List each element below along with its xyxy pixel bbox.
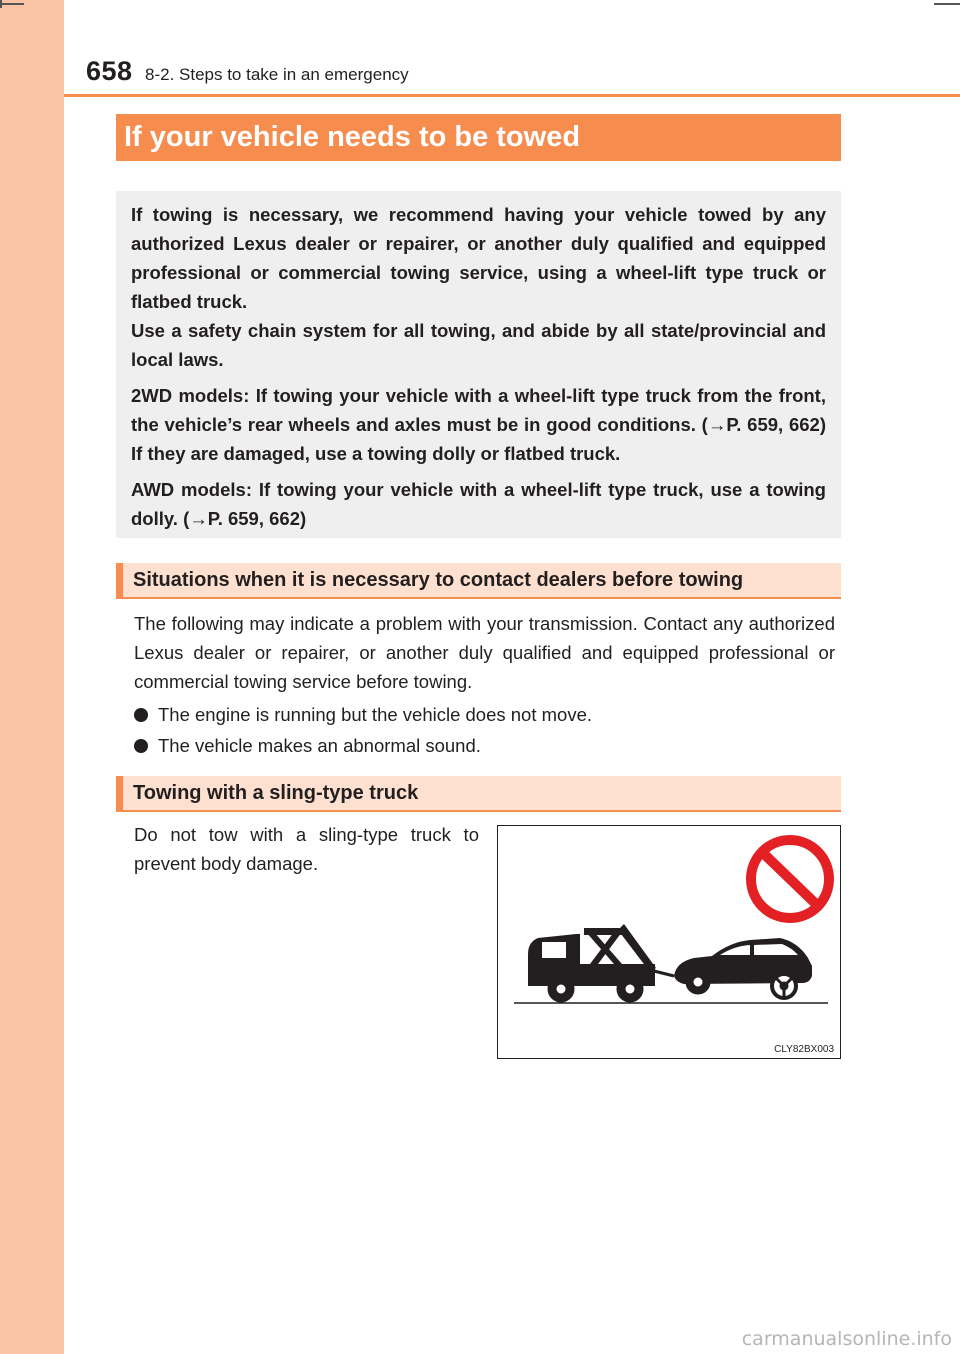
situations-heading: Situations when it is necessary to contact dealers before towing (116, 563, 841, 599)
sling-truck-figure (497, 825, 841, 1059)
list-item (134, 700, 592, 729)
page-title: If your vehicle needs to be towed (116, 114, 841, 161)
situations-text: The following may indicate a problem with your transmission. Contact any authorized Lexus dealer or repairer, or another duly qualified and equipped professional or commercial towing service before towing. (134, 613, 835, 692)
towed-car (674, 938, 812, 998)
sling-truck-illustration (498, 826, 839, 1057)
bullet-icon (134, 739, 148, 753)
list-item (134, 731, 481, 760)
intro-paragraph: AWD models: If towing your vehicle with a wheel-lift type truck, use a towing dolly. (→P. 659, 662) (131, 479, 826, 529)
intro-box (116, 191, 841, 538)
header-rule (64, 94, 960, 97)
crop-mark-top-right (934, 3, 960, 5)
list-item-text: The vehicle makes an abnormal sound. (158, 735, 481, 756)
list-item-text: The engine is running but the vehicle does not move. (158, 704, 593, 725)
figure-code: CLY82BX003 (774, 1044, 834, 1055)
tow-truck (528, 924, 674, 1002)
watermark: carmanualsonline.info (741, 1328, 952, 1350)
bullet-icon (134, 708, 148, 722)
intro-paragraph: Use a safety chain system for all towing, and abide by all state/provincial and local laws. (131, 320, 826, 370)
sling-heading: Towing with a sling-type truck (116, 776, 841, 812)
side-band (0, 0, 64, 1354)
sling-text: Do not tow with a sling-type truck to prevent body damage. (134, 824, 479, 874)
page-number: 658 (86, 56, 133, 86)
no-entry-icon (751, 840, 829, 918)
intro-paragraph: 2WD models: If towing your vehicle with a wheel-lift type truck from the front, the vehicle’s rear wheels and axles must be in good conditions. (→P. 659, 662) If they are damaged, use a towing dolly or flatbed truck. (131, 385, 826, 464)
section-path: 8-2. Steps to take in an emergency (145, 65, 409, 84)
intro-paragraph: If towing is necessary, we recommend having your vehicle towed by any authorized Lexus dealer or repairer, or another duly qualified and equipped professional or commercial towing service, using a wheel-lift type truck or flatbed truck. (131, 204, 826, 312)
crop-mark-top-left-h (0, 3, 24, 5)
